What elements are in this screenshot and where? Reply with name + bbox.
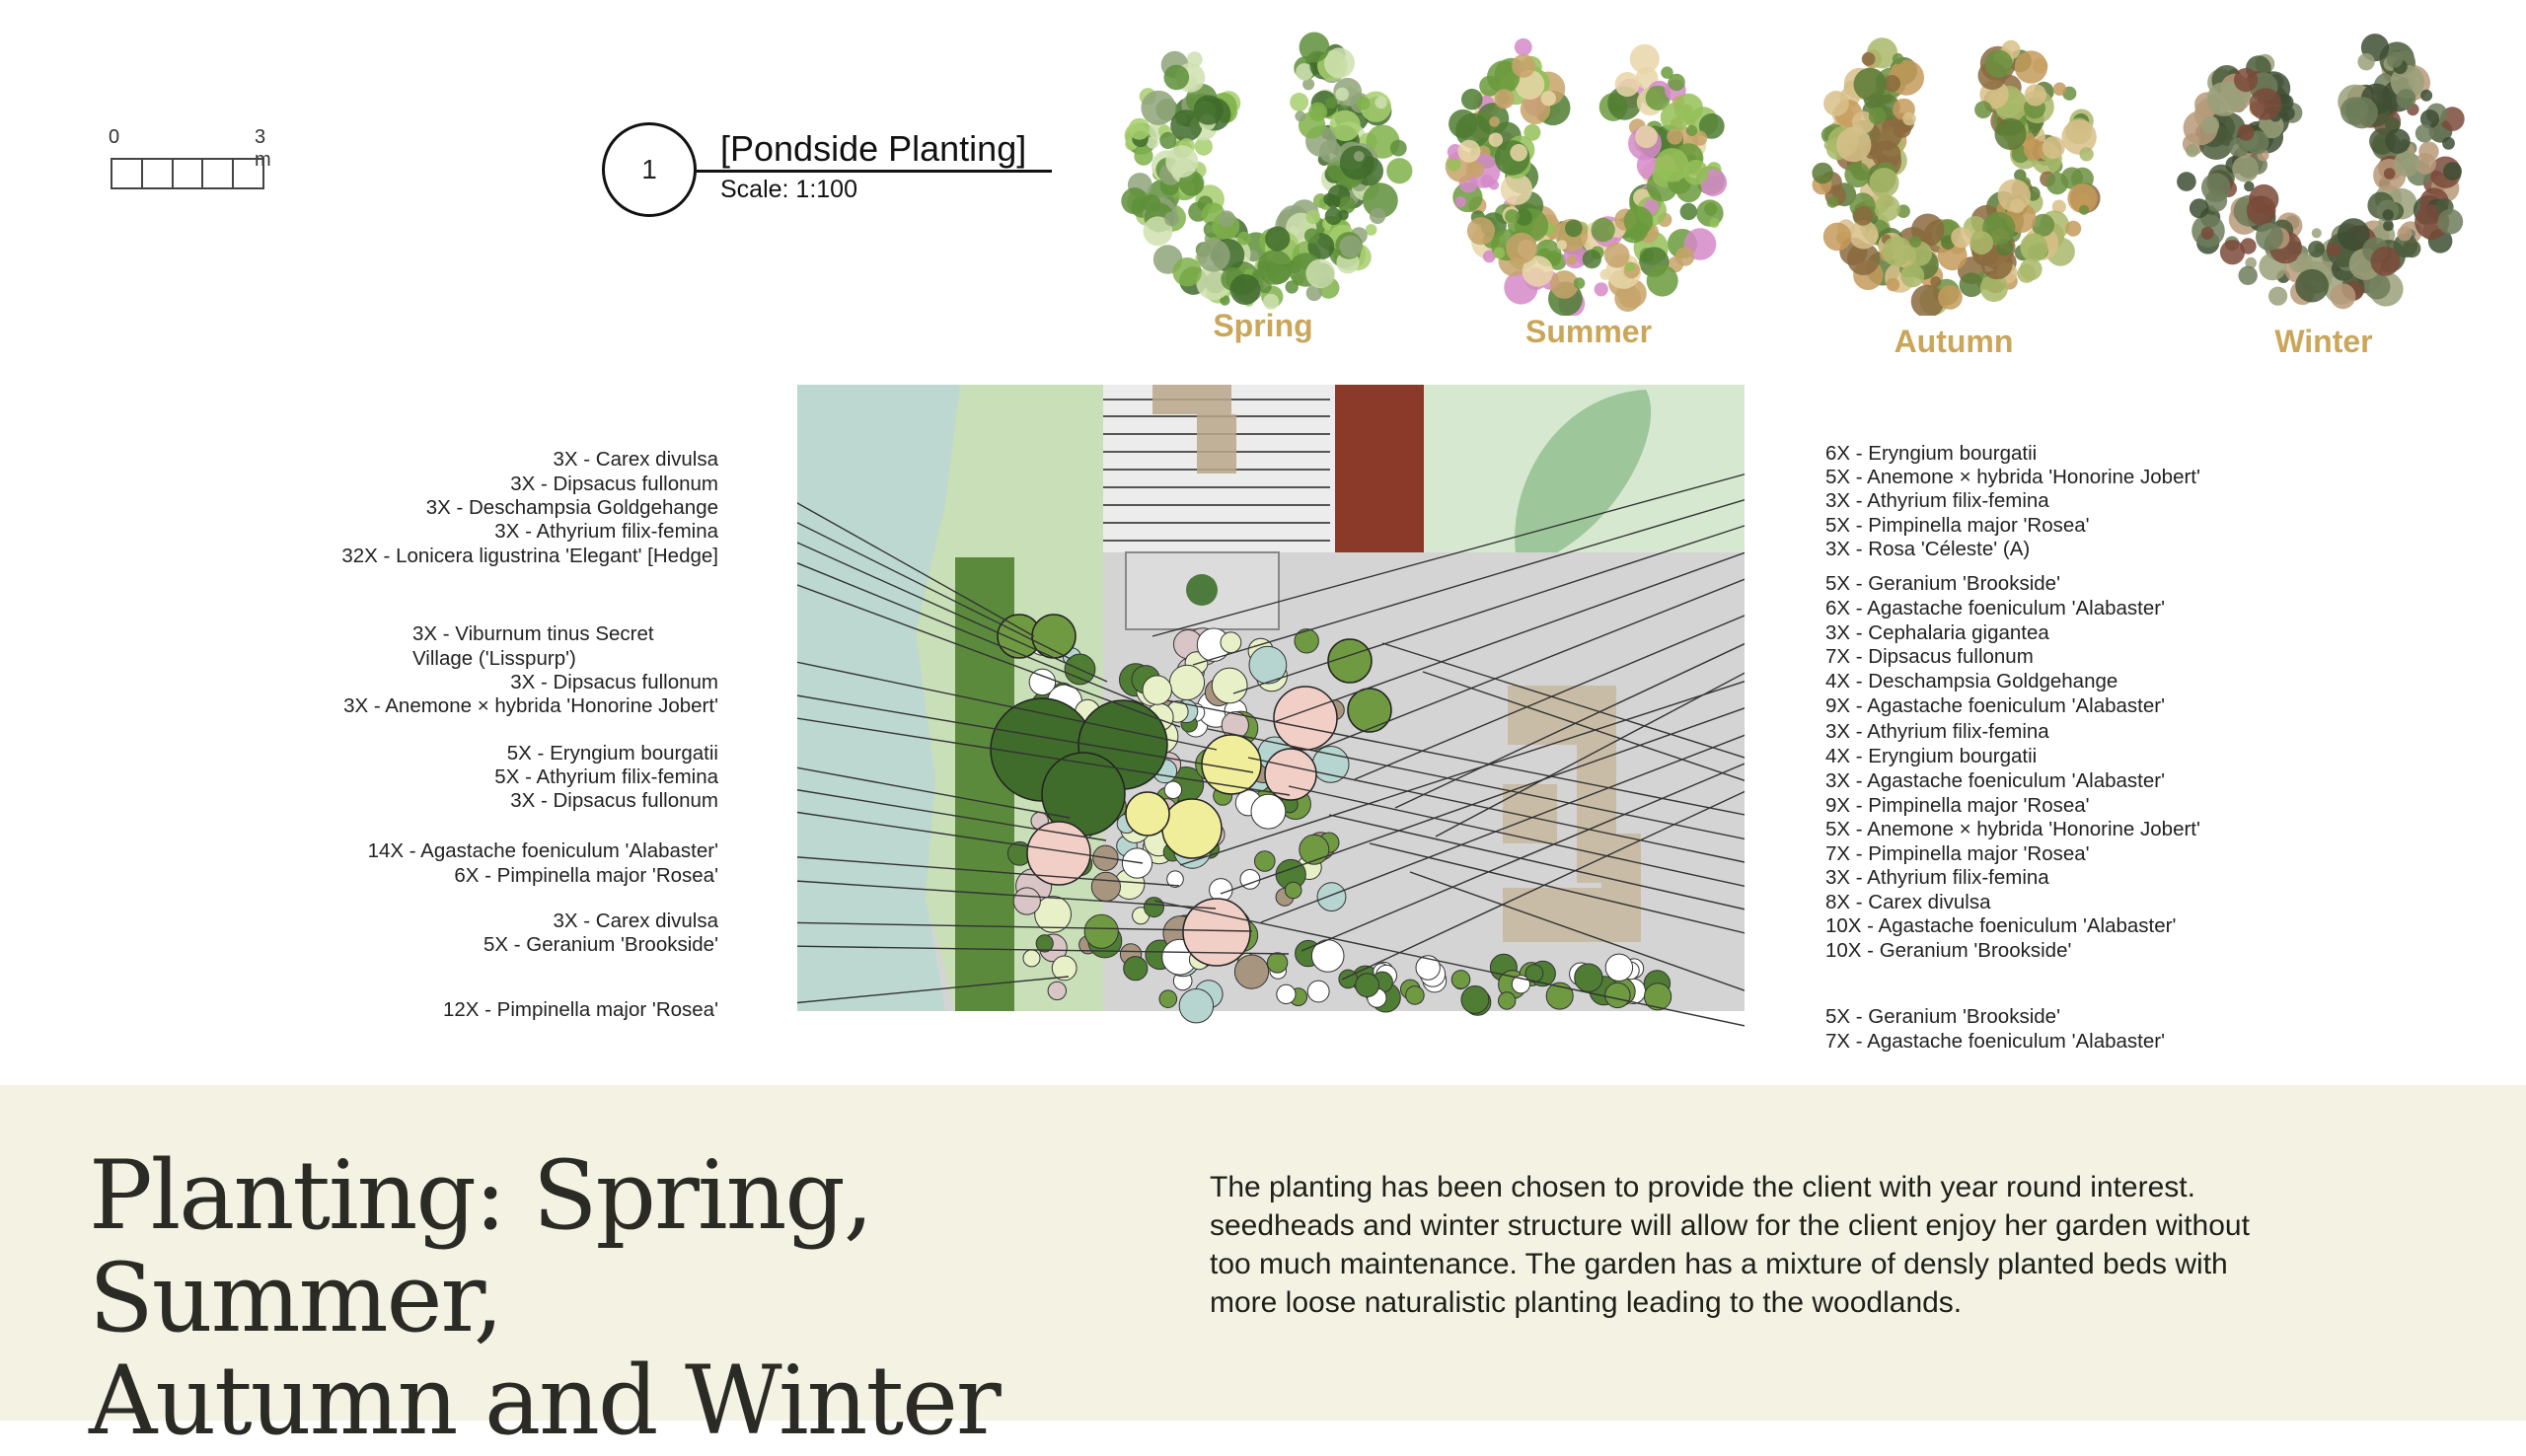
- drawing-number: 1: [602, 122, 697, 217]
- drawing-title-block: [602, 122, 1056, 221]
- plant-label-right: 3X - Athyrium filix-femina: [1825, 866, 2049, 889]
- plant-label-right: 9X - Pimpinella major 'Rosea': [1825, 794, 2090, 817]
- drawing-scale: Scale: 1:100: [720, 176, 857, 203]
- rust-panel: [1335, 385, 1424, 552]
- scale-bar-graphic: [111, 158, 264, 189]
- season-winter: [2166, 20, 2482, 359]
- season-ring-illustration: [1431, 20, 1746, 316]
- drawing-title: [Pondside Planting]: [720, 128, 1027, 169]
- plant-label-left: 14X - Agastache foeniculum 'Alabaster': [367, 839, 718, 862]
- description-line: more loose naturalistic planting leading to the woodlands.: [1210, 1286, 1963, 1319]
- plant-label-right: 9X - Agastache foeniculum 'Alabaster': [1825, 694, 2165, 717]
- plant-label-right: 5X - Anemone × hybrida 'Honorine Jobert': [1825, 466, 2200, 488]
- season-label: Autumn: [1894, 324, 2014, 359]
- plant-label-right: 3X - Cephalaria gigantea: [1825, 621, 2049, 644]
- heading-line: Planting: Spring, Summer,: [89, 1140, 872, 1353]
- scale-bar-start: 0: [109, 126, 120, 148]
- plant-label-left: 5X - Geranium 'Brookside': [483, 933, 718, 956]
- plant-label-left: 32X - Lonicera ligustrina 'Elegant' [Hedge]: [341, 545, 718, 567]
- plant-label-right: 8X - Carex divulsa: [1825, 891, 1991, 913]
- heading-line: Autumn and Winter: [89, 1346, 1000, 1456]
- scale-bar: [109, 126, 271, 195]
- plant-label-right: 7X - Agastache foeniculum 'Alabaster': [1825, 1030, 2165, 1053]
- plant-label-left: 3X - Carex divulsa: [553, 910, 718, 932]
- plant-label-right: 6X - Eryngium bourgatii: [1825, 442, 2038, 465]
- season-ring-illustration: [1796, 20, 2112, 316]
- plant-label-left: 3X - Dipsacus fullonum: [510, 473, 718, 495]
- plant-label-left: 3X - Dipsacus fullonum: [510, 789, 718, 812]
- plant-label-right: 10X - Agastache foeniculum 'Alabaster': [1825, 914, 2177, 937]
- season-label: Summer: [1524, 314, 1653, 349]
- season-label: Spring: [1213, 308, 1313, 343]
- season-spring: [1105, 20, 1421, 355]
- season-summer: [1431, 20, 1746, 355]
- plant-label-right: 6X - Agastache foeniculum 'Alabaster': [1825, 597, 2165, 619]
- plant-label-right: 7X - Pimpinella major 'Rosea': [1825, 842, 2090, 865]
- planting-description: [1210, 1168, 2344, 1322]
- plant-label-left: 12X - Pimpinella major 'Rosea': [442, 998, 718, 1021]
- plant-label-right: 3X - Athyrium filix-femina: [1825, 489, 2049, 512]
- plant-label-right: 3X - Rosa 'Céleste' (A): [1825, 538, 2031, 560]
- scale-bar-end: 3 m: [255, 126, 271, 171]
- plant-label-left: 3X - Viburnum tinus Secret: [412, 622, 654, 645]
- plant-label-left: 3X - Deschampsia Goldgehange: [425, 496, 718, 519]
- plant-label-left: 3X - Anemone × hybrida 'Honorine Jobert': [343, 694, 718, 717]
- title-underline: [697, 170, 1052, 173]
- season-ring-illustration: [1105, 20, 1421, 316]
- plant-label-right: 5X - Geranium 'Brookside': [1825, 572, 2060, 595]
- plant-label-left: 3X - Carex divulsa: [553, 448, 718, 471]
- plant-label-left: 5X - Athyrium filix-femina: [494, 765, 718, 788]
- season-ring-illustration: [2166, 20, 2482, 316]
- plant-label-left: 3X - Dipsacus fullonum: [510, 671, 718, 693]
- plant-label-right: 3X - Agastache foeniculum 'Alabaster': [1825, 769, 2165, 792]
- plant-label-right: 4X - Eryngium bourgatii: [1825, 745, 2038, 767]
- plant-label-right: 5X - Geranium 'Brookside': [1825, 1005, 2060, 1028]
- plant-label-right: 7X - Dipsacus fullonum: [1825, 645, 2034, 668]
- plant-label-right: 4X - Deschampsia Goldgehange: [1825, 670, 2118, 692]
- plant-label-right: 10X - Geranium 'Brookside': [1825, 939, 2072, 962]
- plant-label-right: 5X - Anemone × hybrida 'Honorine Jobert': [1825, 818, 2200, 840]
- season-label: Winter: [2274, 324, 2373, 359]
- page-heading: [89, 1140, 1224, 1456]
- description-line: seedheads and winter structure will allow for the client enjoy her garden without: [1210, 1209, 2250, 1242]
- description-line: too much maintenance. The garden has a mixture of densly planted beds with: [1210, 1248, 2228, 1280]
- description-line: The planting has been chosen to provide the client with year round interest.: [1210, 1171, 2195, 1203]
- season-autumn: [1796, 20, 2112, 359]
- plant-label-left: 5X - Eryngium bourgatii: [506, 742, 718, 764]
- plant-label-right: 5X - Pimpinella major 'Rosea': [1825, 514, 2090, 537]
- plant-label-left: 6X - Pimpinella major 'Rosea': [454, 864, 718, 887]
- plant-label-left: 3X - Athyrium filix-femina: [494, 520, 718, 543]
- plant-label-right: 3X - Athyrium filix-femina: [1825, 720, 2049, 743]
- planting-plan: [797, 385, 1745, 1065]
- plant-label-left: Village ('Lisspurp'): [412, 647, 576, 670]
